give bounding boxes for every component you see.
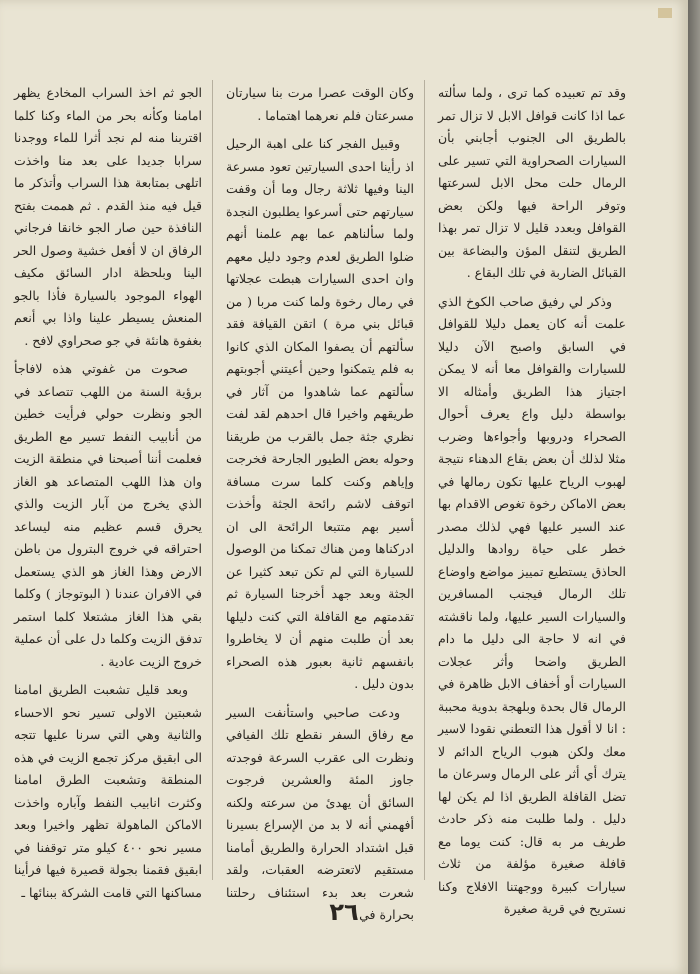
text-column-right — [438, 82, 626, 927]
paragraph: ودعت صاحبي واستأنفت السير مع رفاق السفر نقطع تلك الفيافي ونظرت الى عقرب السرعة فوجدته جاوز المئة والعشرين فرجوت السائق أن يهدئ من سرعته ولكنه أفهمني أنه لا بد من الإسراع بسيرنا قبل اشتداد الحرارة والطريق أمامنا مستقيم لاتعترضه العقبات، ولقد شعرت بعد بدء استئناف رحلتنا بحرارة في — [226, 704, 414, 922]
paragraph: صحوت من غفوتي هذه لافاجأ برؤية السنة من اللهب تتصاعد في الجو ونظرت حولي فرأيت خطين من أنابيب النفط تسير مع الطريق فعلمت أننا أصبحنا في منطقة الزيت وان هذا اللهب المتصاعد هو الغاز الذي يخرج من آبار الزيت والذي يحرق قسم عظيم منه ليساعد احتراقه في خروج البترول من باطن الارض وهذا الغاز هو الذي يستعمل في الافران عندنا ( البوتوجاز ) وكلما بقي هذا الغاز مشتعلا كلما استمر تدفق الزيت وكلما دل على أن عملية خروج الزيت عادية . — [14, 361, 202, 669]
paragraph: الجو ثم اخذ السراب المخادع يظهر امامنا وكأنه بحر من الماء وكنا كلما اقتربنا منه لم نجد أثرا للماء ووجدنا سرابا جديدا على بعد منا واخذت اتلهى بمتابعة هذا السراب وأتذكر ما قيل فيه منذ القدم . ثم هممت بفتح النافذة حين صار الجو خانقا فرجاني الرفاق ان لا أفعل خشية وصول الحر الينا وبلحظة ادار السائق مكيف الهواء الموجود بالسيارة فأذا بالجو المنعش يسيطر علينا واذا بي أنعم بغفوة هانئة في جو صحراوي لافح . — [14, 85, 202, 348]
paragraph: وكان الوقت عصرا مرت بنا سيارتان مسرعتان فلم نعرهما اهتماما . — [226, 85, 414, 123]
paragraph: وبعد قليل تشعبت الطريق امامنا شعبتين الاولى تسير نحو الاحساء والثانية وهي التي سرنا عليها تتجه الى ابقيق مركز تجمع الزيت في هذه المنطقة وتشعبت الطرق امامنا وكثرت انابيب النفط وآباره واخذت الاماكن الماهولة تظهر واخيرا وبعد مسير نحو ٤٠٠ كيلو متر توقفنا في ابقيق فقمنا بجولة قصيرة فيها فرأينا مساكنها التي قامت الشركة ببنائها ـ — [14, 682, 202, 900]
paragraph: وقد تم تعبيده كما ترى ، ولما سألته عما اذا كانت قوافل الابل لا تزال تمر بالطريق الى الجنوب أجابني بأن السيارات الصحراوية التي تسير على الرمال حلت محل الابل لسرعتها وتوفر الراحة فيها ولكن بعض القوافل وبعدد قليل لا تزال تمر بهذا الطريق لتنقل المؤن والبضاعة بين القبائل الضاربة في تلك البقاع . — [438, 85, 626, 280]
text-column-middle — [226, 82, 414, 933]
column-divider — [424, 80, 425, 880]
book-binding-edge — [688, 0, 700, 974]
paragraph: وذكر لي رفيق صاحب الكوخ الذي علمت أنه كان يعمل دليلا للقوافل في السابق واصبح الآن دليلا للسيارات والقوافل معا أنه لا يمكن اجتياز هذا الطريق وأمثاله الا بواسطة دليل واع يعرف أحوال الصحراء ودروبها وأجواءها وضرب مثلا لذلك أن بعض بقاع الدهناء نتيجة لهبوب الرياح عليها تكون رمالها في بعض الاماكن رخوة تغوص الاقدام بها عند السير عليها فهي لذلك مصدر خطر على حياة روادها والدليل الحاذق يستطيع تمييز مواضع واوضاع تلك الرمال فيجنب المسافرين والسيارات السير عليها، ولما ناقشته في انه لا حاجة الى دليل ما دام الطريق واضحا وأثر عجلات السيارات أو أخفاف الابل ظاهرة في الرمال قال بحدة وبلهجة بدوية محببة : انا لا أقول هذا التعطني نقودا لاسير معك ولكن هبوب الرياح الدائم لا يترك أي أثر على الرمال وسرعان ما تضل القافلة الطريق اذا لم يكن لها دليل . ولما طلبت منه ذكر حادث طريف مر به قال: كنت يوما مع قافلة صغيرة مؤلفة من ثلاث سيارات كبيرة ووجهتنا الافلاج وكنا نستريح في قرية صغيرة — [438, 293, 626, 916]
text-column-left — [14, 82, 202, 910]
page-stain — [658, 8, 672, 18]
column-divider — [212, 80, 213, 880]
page-number: ٢٦ — [329, 898, 359, 926]
paragraph: وقبيل الفجر كنا على اهبة الرحيل اذ رأينا احدى السيارتين تعود مسرعة الينا وفيها ثلاثة رجال وما أن وقفت سيارتهم حتى أسرعوا يطلبون النجدة ولما سألناهم عما بهم علمنا أنهم ضلوا الطريق لعدم وجود دليل معهم وان احدى السيارات هبطت عجلاتها في رمال رخوة ولما كنت مربا ( من قبائل بني مرة ) اتقن القيافة فقد سألتهم أن يصفوا المكان الذي كانوا به فلم يتمكنوا وحين أعيتني أجوبتهم سألتهم عما شاهدوا من آثار في طريقهم واخيرا قال احدهم لقد لفت نظري جثة جمل بالقرب من طريقنا وحوله بعض الطيور الجارحة فخرجت وإياهم وكنت كلما سرت مسافة اتوقف لاشم رائحة الجثة وأخذت أسير بهم متتبعا الرائحة الى ان ادركناها ومن هناك تمكنا من الوصول للسيارة التي لم تكن تبعد كثيرا عن الجثة وبعد جهد أخرجنا السيارة ثم تقدمتهم مع القافلة التي كنت دليلها بعد أن طلبت منهم أن لا يخاطروا بانفسهم ثانية بعبور هذه الصحراء بدون دليل . — [226, 136, 414, 691]
